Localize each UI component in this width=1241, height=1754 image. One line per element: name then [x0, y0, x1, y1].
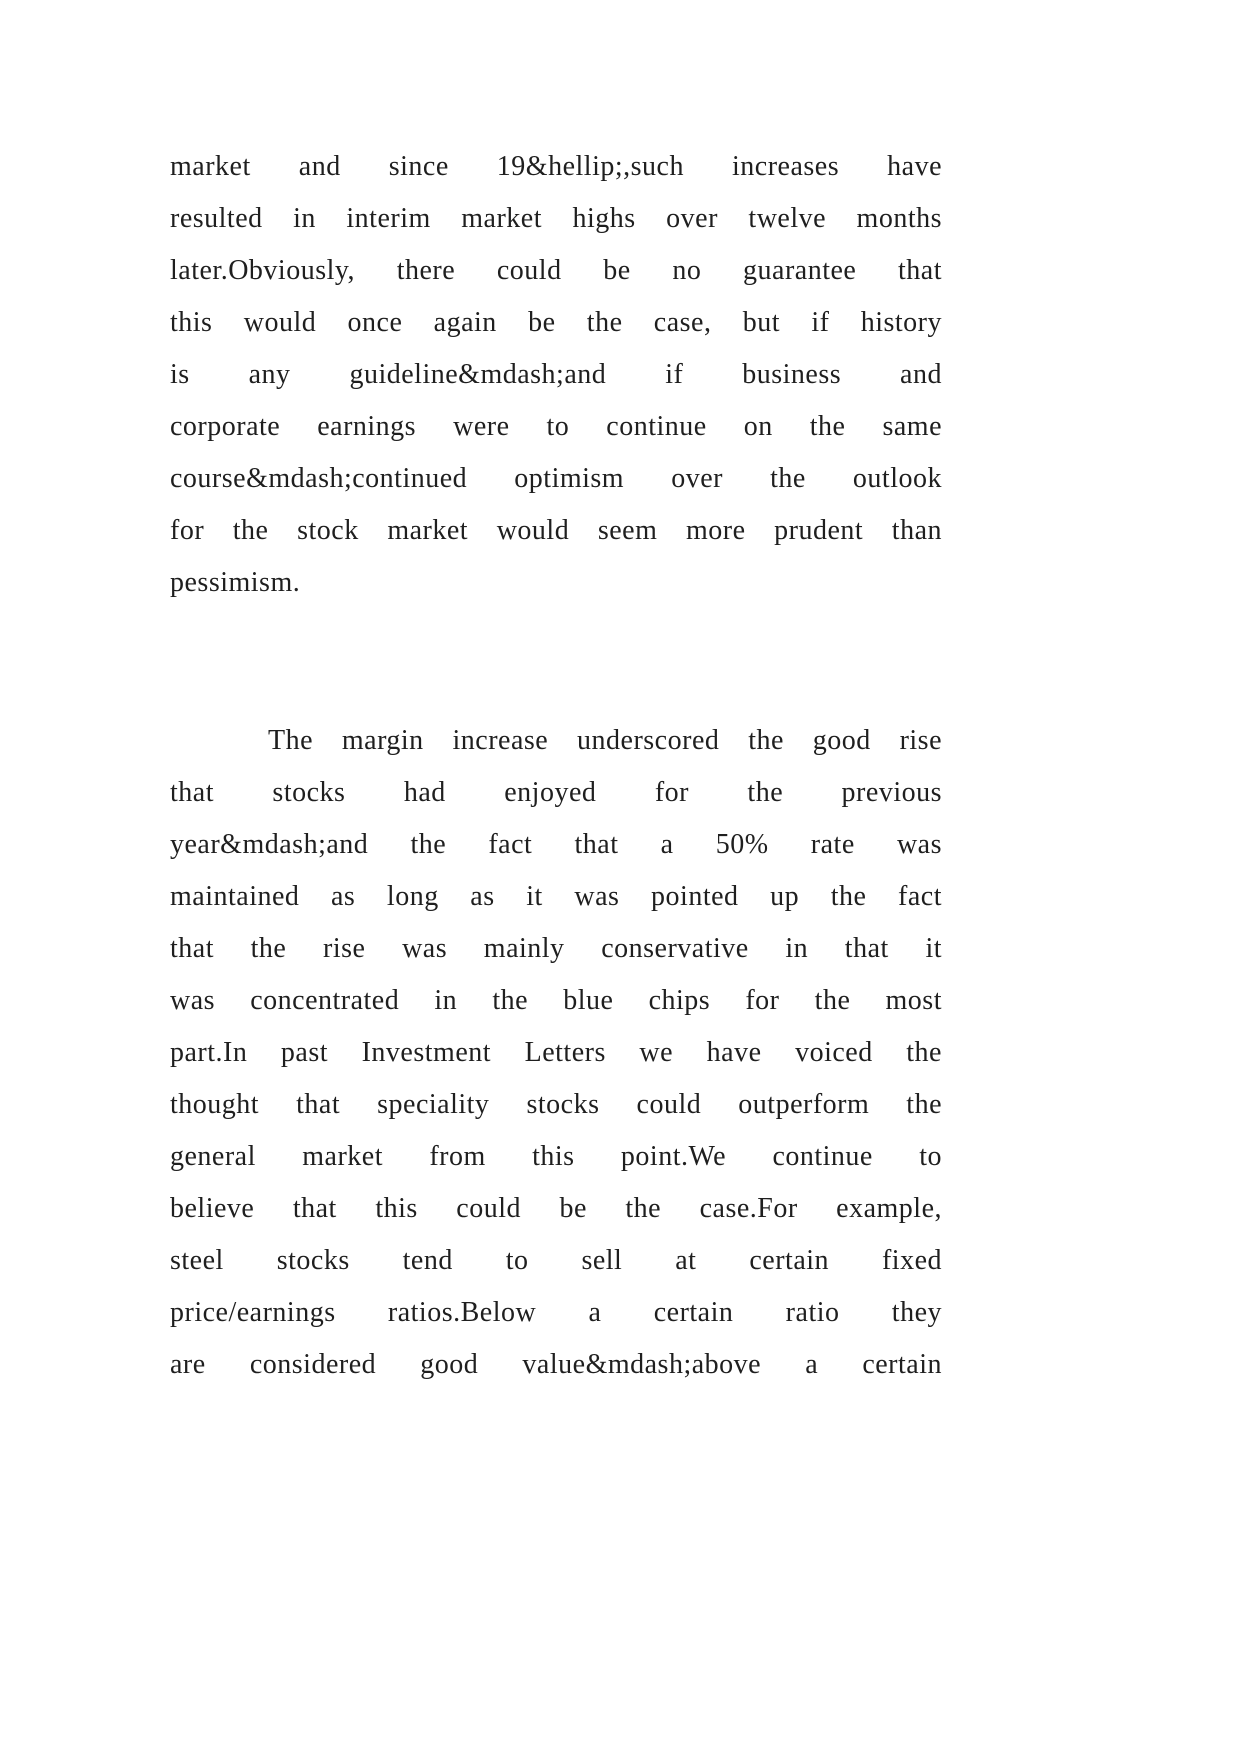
text-line: general market from this point.We continue to [170, 1141, 942, 1172]
text-line: maintained as long as it was pointed up the fact [170, 881, 942, 912]
text-line: course&mdash;continued optimism over the outlook [170, 463, 942, 494]
text-line: resulted in interim market highs over twelve months [170, 203, 942, 234]
text-line: later.Obviously, there could be no guarantee that [170, 255, 942, 286]
text-line: pessimism. [170, 567, 301, 598]
text-line: The margin increase underscored the good rise [268, 725, 942, 756]
text-line: was concentrated in the blue chips for the most [170, 985, 942, 1016]
text-line: is any guideline&mdash;and if business and [170, 359, 942, 390]
text-line: corporate earnings were to continue on the same [170, 411, 942, 442]
text-line: for the stock market would seem more prudent than [170, 515, 942, 546]
text-line: year&mdash;and the fact that a 50% rate was [170, 829, 942, 860]
text-line: market and since 19&hellip;,such increases have [170, 151, 942, 182]
text-line: this would once again be the case, but if history [170, 307, 942, 338]
text-line: steel stocks tend to sell at certain fixed [170, 1245, 942, 1276]
paragraph [170, 141, 942, 609]
text-line: price/earnings ratios.Below a certain ratio they [170, 1297, 942, 1328]
paragraph [170, 715, 942, 1391]
text-line: that the rise was mainly conservative in that it [170, 933, 942, 964]
text-block [170, 141, 942, 1391]
text-line: are considered good value&mdash;above a certain [170, 1349, 942, 1380]
text-line: that stocks had enjoyed for the previous [170, 777, 942, 808]
text-line: thought that speciality stocks could outperform the [170, 1089, 942, 1120]
text-line: believe that this could be the case.For example, [170, 1193, 942, 1224]
text-line: part.In past Investment Letters we have voiced the [170, 1037, 942, 1068]
